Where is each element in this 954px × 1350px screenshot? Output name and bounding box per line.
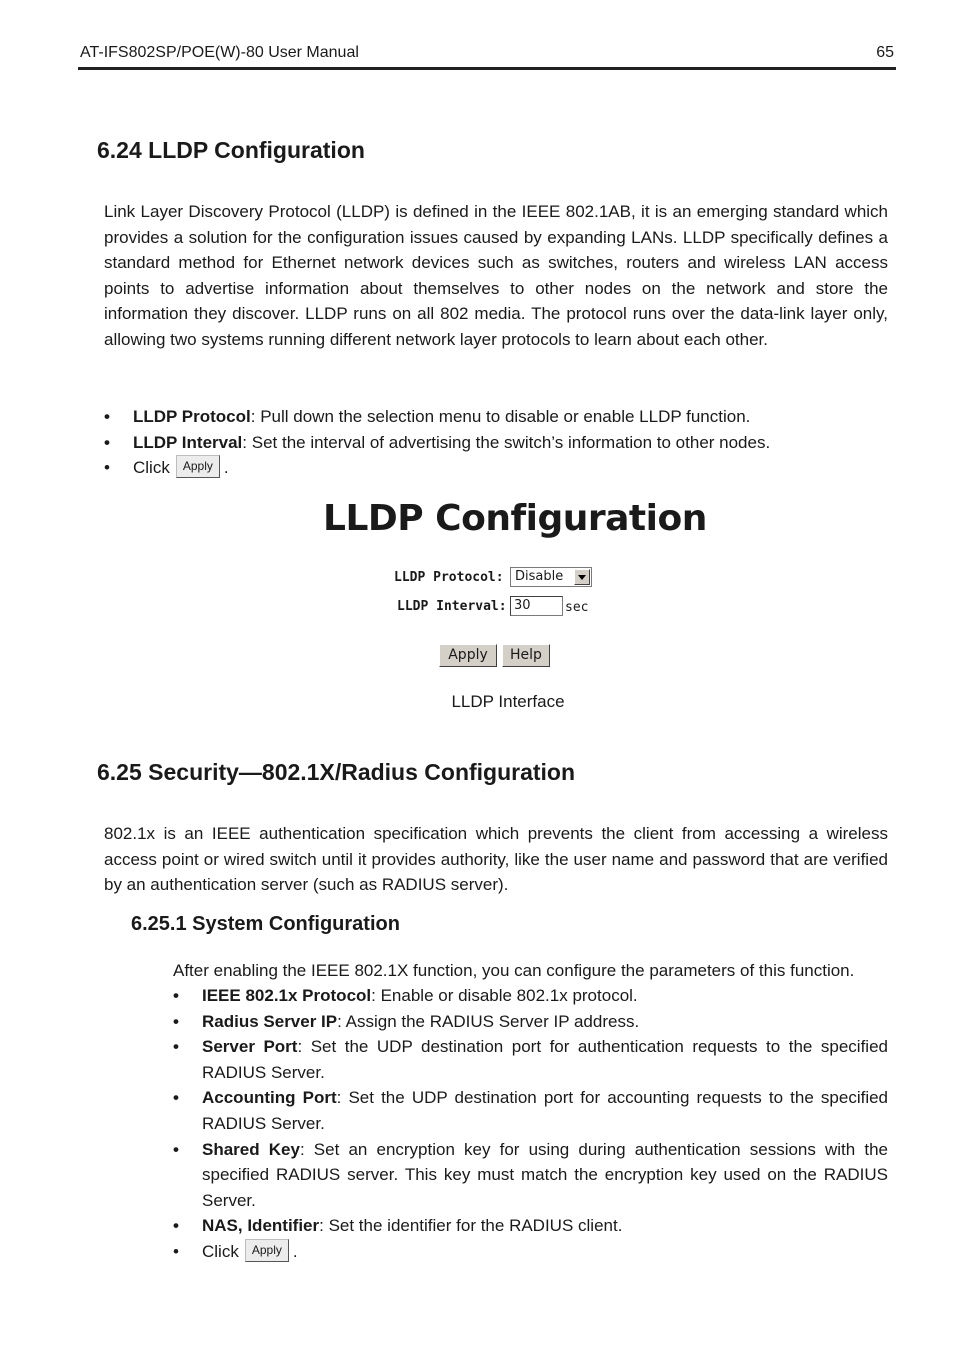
list-item: [104, 455, 888, 481]
manual-title: AT-IFS802SP/POE(W)-80 User Manual: [80, 44, 359, 61]
lldp-interval-label: LLDP Interval:: [397, 599, 507, 614]
bullet-text: : Assign the RADIUS Server IP address.: [337, 1011, 640, 1031]
bullet-icon: •: [104, 407, 110, 426]
apply-button-image: Apply: [176, 455, 220, 478]
bullet-term: Server Port: [202, 1037, 298, 1057]
lldp-interval-input[interactable]: 30: [510, 596, 563, 616]
security-intro-paragraph: 802.1x is an IEEE authentication specification which prevents the client from accessing a wireless access point or wired switch until it provides authority, like the user name and password that are verified by an authentication server (such as RADIUS server).: [104, 824, 888, 895]
list-item: [173, 1137, 888, 1214]
page-number: 65: [876, 44, 894, 61]
bullet-icon: •: [173, 1011, 179, 1031]
apply-button[interactable]: Apply: [439, 644, 497, 667]
lldp-protocol-select[interactable]: [510, 567, 592, 587]
bullet-term: Accounting Port: [202, 1088, 337, 1108]
bullet-text: : Enable or disable 802.1x protocol.: [371, 986, 638, 1005]
bullet-text: : Pull down the selection menu to disable or enable LLDP function.: [250, 407, 751, 426]
interval-unit: sec: [565, 600, 589, 615]
bullet-text: : Set the UDP destination port for accounting requests to the specified RADIUS Server.: [202, 1088, 888, 1133]
click-text: Click: [133, 458, 170, 478]
bullet-text: : Set an encryption key for using during authentication sessions with the specified RADIUS server. This key must match the encryption key used on the RADIUS Server.: [202, 1139, 888, 1210]
bullet-icon: •: [173, 986, 179, 1005]
bullet-term: LLDP Protocol: [133, 407, 251, 426]
subsection-heading-system-config: 6.25.1 System Configuration: [131, 913, 400, 935]
select-value: Disable: [515, 569, 564, 584]
bullet-icon: •: [173, 1216, 179, 1236]
list-item: [104, 430, 888, 456]
lldp-bullet-list: [104, 404, 888, 481]
system-config-bullet-list: [173, 983, 888, 1265]
bullet-term: LLDP Interval: [133, 432, 243, 452]
bullet-term: NAS, Identifier: [202, 1216, 320, 1236]
help-button[interactable]: Help: [502, 644, 550, 667]
list-item: [104, 404, 888, 430]
figure-caption: LLDP Interface: [451, 692, 565, 711]
list-item: [173, 1213, 888, 1239]
header-rule: [78, 67, 896, 70]
bullet-text: : Set the interval of advertising the switch’s information to other nodes.: [242, 432, 771, 452]
period: .: [223, 458, 229, 478]
period: .: [292, 1241, 298, 1261]
bullet-icon: •: [104, 458, 110, 478]
bullet-text: : Set the identifier for the RADIUS client.: [319, 1216, 623, 1236]
list-item: [173, 1034, 888, 1085]
lldp-intro-paragraph: Link Layer Discovery Protocol (LLDP) is defined in the IEEE 802.1AB, it is an emerging standard which provides a solution for the configuration issues caused by expanding LANs. LLDP specifically defines a standard method for Ethernet network devices such as switches, routers and wireless LAN access points to advertise information about themselves to other nodes on the network and store the information they discover. LLDP runs on all 802 media. The protocol runs over the data-link layer only, allowing two systems running different network layer protocols to learn about each other.: [104, 202, 888, 349]
figure-title: LLDP Configuration: [323, 498, 707, 539]
system-config-intro: After enabling the IEEE 802.1X function, you can configure the parameters of this function.: [173, 961, 855, 980]
list-item: [173, 1239, 888, 1265]
bullet-icon: •: [173, 1037, 179, 1057]
section-heading-lldp: 6.24 LLDP Configuration: [97, 137, 365, 163]
list-item: [173, 1085, 888, 1136]
bullet-term: Radius Server IP: [202, 1011, 338, 1031]
section-heading-security: 6.25 Security—802.1X/Radius Configuration: [97, 759, 576, 785]
list-item: [173, 983, 888, 1009]
bullet-term: Shared Key: [202, 1139, 300, 1159]
bullet-icon: •: [173, 1139, 179, 1159]
bullet-icon: •: [104, 432, 110, 452]
apply-button-image: Apply: [245, 1239, 289, 1262]
chevron-down-icon[interactable]: [574, 569, 590, 585]
bullet-icon: •: [173, 1241, 179, 1261]
bullet-text: : Set the UDP destination port for authentication requests to the specified RADIUS Server.: [202, 1037, 888, 1082]
lldp-protocol-label: LLDP Protocol:: [394, 570, 504, 585]
bullet-term: IEEE 802.1x Protocol: [202, 986, 372, 1005]
bullet-icon: •: [173, 1088, 179, 1108]
list-item: [173, 1009, 888, 1035]
click-text: Click: [202, 1241, 239, 1261]
